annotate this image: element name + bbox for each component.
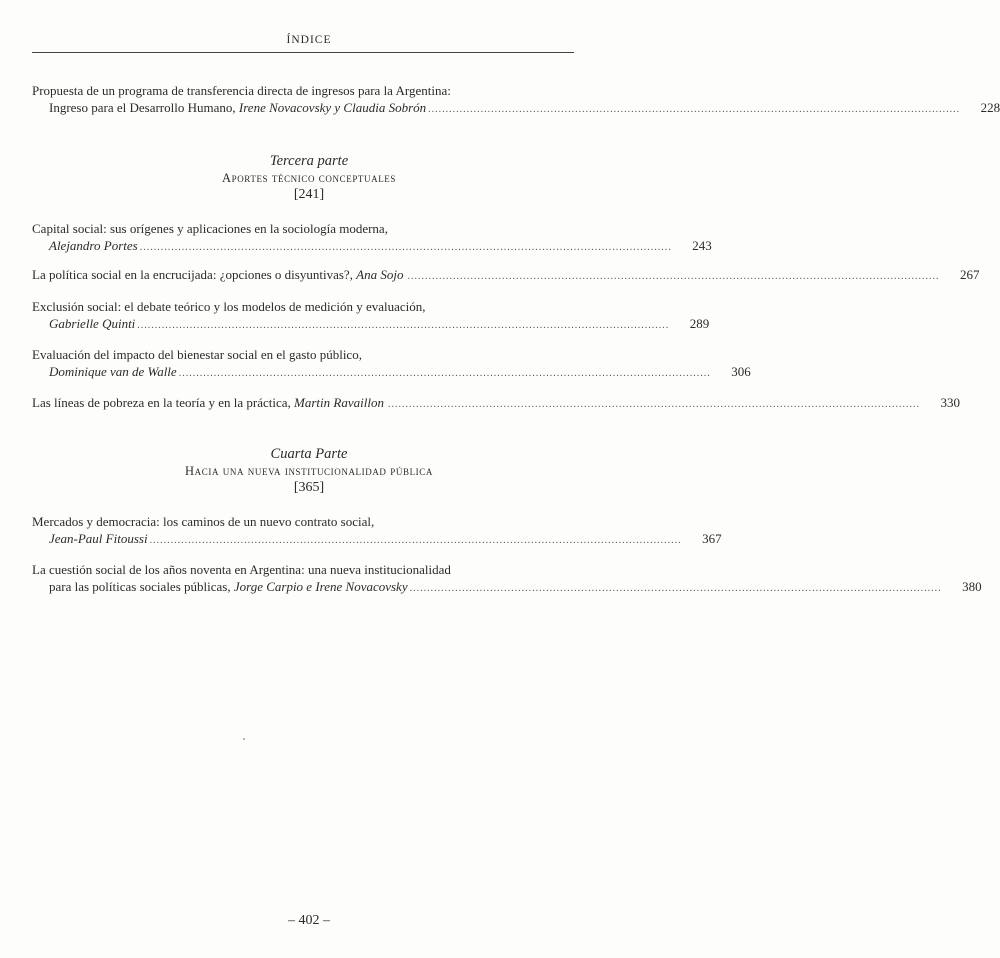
toc-entry — [32, 346, 751, 382]
entry-page-number: 228 — [980, 100, 1000, 115]
entry-title: Evaluación del impacto del bienestar social en el gasto público, — [32, 347, 362, 362]
entry-page-number: 267 — [959, 267, 980, 282]
entry-page-number: 243 — [692, 238, 712, 253]
entry-page-number: 367 — [702, 531, 722, 546]
leader-dots: ........................................................................................................................................................ — [139, 242, 672, 253]
toc-entry — [32, 394, 960, 413]
part-subtitle: Aportes técnico conceptuales — [221, 171, 397, 185]
part-subtitle: Hacia una nueva institucionalidad pública — [185, 464, 433, 478]
entry-title: Las líneas de pobreza en la teoría y en la práctica, — [32, 395, 295, 410]
entry-page-number: 289 — [689, 316, 710, 331]
entry-title: Propuesta de un programa de transferencia directa de ingresos para la Argentina: — [32, 83, 451, 98]
entry-author: Jean-Paul Fitoussi — [49, 531, 148, 546]
entry-author: Gabrielle Quinti — [49, 316, 136, 331]
part-page: [241] — [293, 187, 325, 202]
leader-dots: ........................................................................................................................................................ — [137, 320, 670, 331]
toc-entry — [32, 561, 982, 597]
entry-title-continued: Ingreso para el Desarrollo Humano, — [49, 100, 239, 115]
entry-author: Dominique van de Walle — [49, 364, 177, 379]
entry-title: La política social en la encrucijada: ¿opciones o disyuntivas?, — [32, 267, 357, 282]
entry-title: Capital social: sus orígenes y aplicaciones en la sociología moderna, — [32, 221, 388, 236]
leader-dots: ........................................................................................................................................................ — [387, 399, 920, 410]
entry-author: Ana Sojo — [356, 267, 404, 282]
part-heading — [0, 152, 618, 204]
entry-title: Exclusión social: el debate teórico y los modelos de medición y evaluación, — [32, 299, 426, 314]
entry-author: Irene Novacovsky y Claudia Sobrón — [238, 100, 427, 115]
entry-page-number: 330 — [940, 395, 960, 410]
entry-author: Alejandro Portes — [49, 238, 138, 253]
leader-dots: ........................................................................................................................................................ — [407, 271, 940, 282]
toc-entry — [32, 220, 712, 256]
entry-author: Jorge Carpio e Irene Novacovsky — [233, 579, 408, 594]
entry-title: Mercados y democracia: los caminos de un nuevo contrato social, — [32, 514, 375, 529]
entry-page-number: 380 — [962, 579, 982, 594]
part-heading — [0, 445, 618, 497]
header-rule — [32, 52, 574, 53]
toc-entry — [32, 266, 980, 285]
entry-author: Martin Ravaillon — [294, 395, 384, 410]
scan-speck — [243, 738, 245, 740]
leader-dots: ........................................................................................................................................................ — [178, 368, 711, 379]
leader-dots: ........................................................................................................................................................ — [409, 583, 942, 594]
toc-entry — [32, 82, 1000, 118]
entry-page-number: 306 — [731, 364, 751, 379]
page-folio: – 402 – — [288, 913, 330, 928]
running-head: ÍNDICE — [286, 34, 332, 46]
entry-title-continued: para las políticas sociales públicas, — [49, 579, 234, 594]
part-page: [365] — [293, 480, 325, 495]
leader-dots: ........................................................................................................................................................ — [149, 535, 682, 546]
part-title: Tercera parte — [269, 153, 349, 169]
entry-title: La cuestión social de los años noventa en Argentina: una nueva institucionalidad — [32, 562, 451, 577]
part-title: Cuarta Parte — [270, 446, 348, 462]
toc-entry — [32, 513, 722, 549]
toc-entry — [32, 298, 710, 334]
leader-dots: ........................................................................................................................................................ — [428, 104, 961, 115]
